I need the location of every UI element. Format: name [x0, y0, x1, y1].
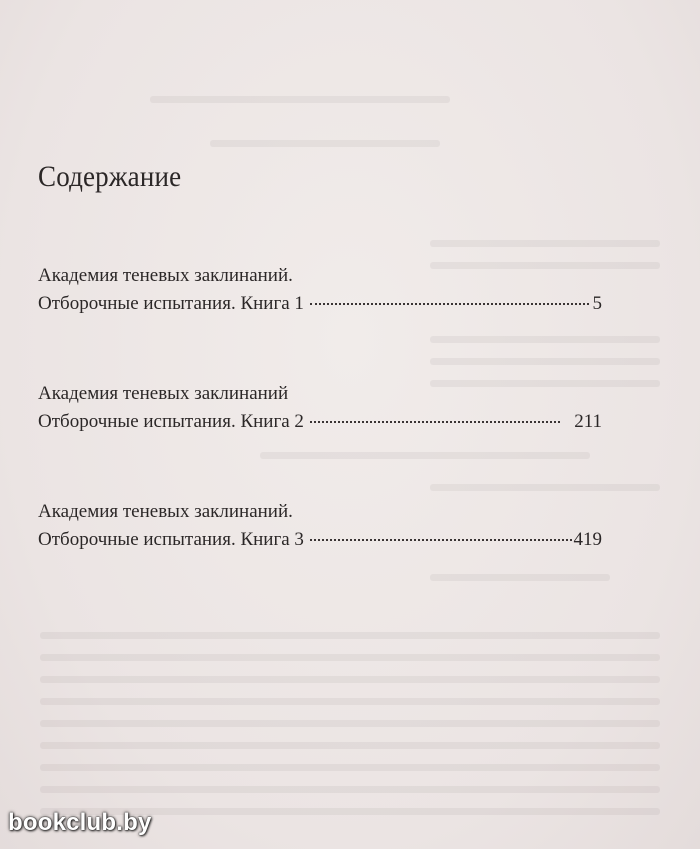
toc-entry-3	[38, 498, 608, 554]
bleed-through-line	[40, 632, 660, 639]
toc-entry-subtitle: Отборочные испытания. Книга 2	[38, 411, 304, 432]
toc-page-number: 419	[573, 529, 602, 550]
bleed-through-line	[260, 452, 590, 459]
bleed-through-line	[40, 764, 660, 771]
bleed-through-line	[40, 676, 660, 683]
toc-entry-title: Академия теневых заклинаний.	[38, 265, 293, 286]
toc-entry-row	[38, 290, 602, 318]
toc-entry-title: Академия теневых заклинаний.	[38, 501, 293, 522]
toc-entry-subtitle: Отборочные испытания. Книга 3	[38, 529, 304, 550]
dot-leader	[310, 303, 589, 305]
toc-entry-1	[38, 262, 608, 318]
bleed-through-line	[40, 742, 660, 749]
toc-entry-row	[38, 408, 602, 436]
bleed-through-line	[430, 484, 660, 491]
bleed-through-line	[430, 336, 660, 343]
bleed-through-line	[210, 140, 440, 147]
bleed-through-line	[40, 786, 660, 793]
bleed-through-line	[430, 574, 610, 581]
site-watermark: bookclub.by	[8, 809, 152, 836]
bleed-through-line	[40, 720, 660, 727]
bleed-through-line	[430, 240, 660, 247]
bleed-through-line	[430, 358, 660, 365]
toc-entry-subtitle: Отборочные испытания. Книга 1	[38, 293, 304, 314]
dot-leader	[310, 421, 560, 423]
toc-page-number: 211	[574, 411, 602, 432]
toc-entry-title: Академия теневых заклинаний	[38, 383, 289, 404]
toc-entry-row	[38, 526, 602, 554]
bleed-through-line	[40, 698, 660, 705]
toc-entry-2	[38, 380, 608, 436]
bleed-through-line	[150, 96, 450, 103]
toc-page-number: 5	[592, 293, 602, 314]
contents-heading: Содержание	[38, 160, 182, 193]
bleed-through-line	[40, 654, 660, 661]
dot-leader	[310, 539, 572, 541]
